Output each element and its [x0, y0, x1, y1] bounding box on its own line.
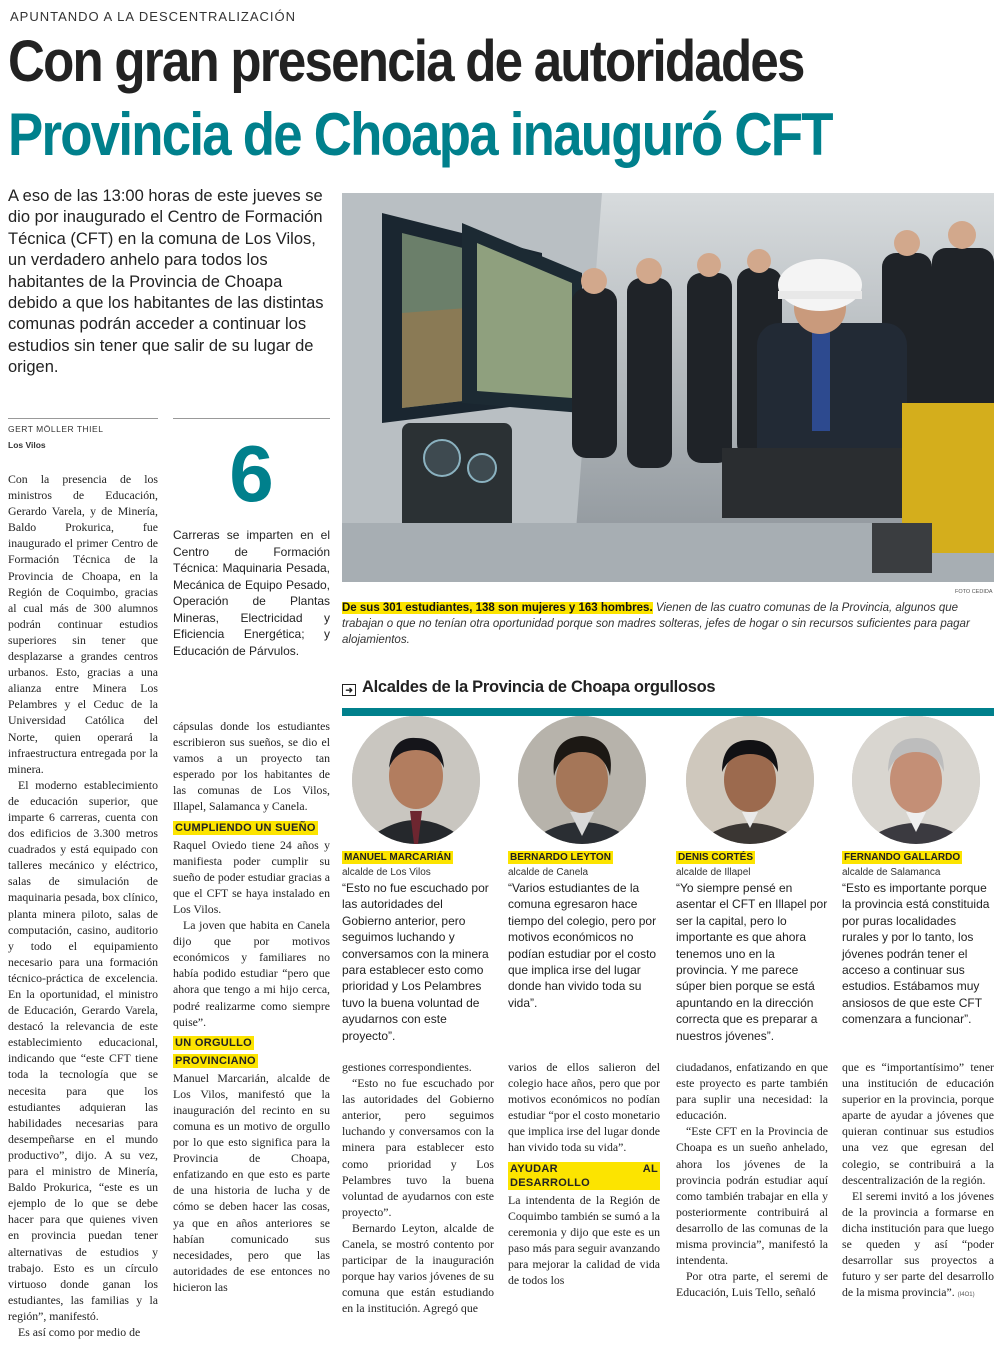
article-paragraph: Por otra parte, el seremi de Educación, Luis Tello, señaló — [676, 1269, 828, 1300]
article-column-3 — [342, 1059, 494, 1317]
photo-caption — [342, 600, 994, 648]
mayor-quote: “Varios estudiantes de la comuna egresaron hace tiempo del colegio, pero por motivos económicos no podían estudiar por el costo que implica irse del lugar donde han vivido toda su vida”. — [508, 881, 657, 1010]
arrow-right-icon: ➜ — [342, 684, 356, 696]
article-paragraph: cápsulas donde los estudiantes escribieron sus sueños, se dio el vamos a un proyecto tan esperado por los habitantes de las comunas de Los Vilos, Illapel, Salamanca y Canela. — [173, 719, 330, 814]
subhead-orgullo-line-1: UN ORGULLO — [175, 1036, 252, 1049]
mayor-portrait-image — [686, 716, 814, 844]
main-photo — [342, 193, 994, 582]
stat-box — [173, 418, 330, 659]
mayor-name: FERNANDO GALLARDO — [844, 852, 961, 863]
portrait-marcarian — [352, 716, 480, 844]
mayor-name: BERNARDO LEYTON — [510, 852, 611, 863]
lead-paragraph: A eso de las 13:00 horas de este jueves se dio por inaugurado el Centro de Formación Técnica (CFT) en la comuna de Los Vilos, un verdadero anhelo para todos los habitantes de la Provincia de Choapa debido a que los habitantes de las distintas comunas podrán acceder a continuar los estudios sin tener que salir de su lugar de origen. — [8, 187, 324, 377]
article-column-4 — [508, 1059, 660, 1288]
photo-illustration — [342, 193, 994, 582]
subhead-orgullo-line-2: PROVINCIANO — [175, 1054, 256, 1067]
article-column-6 — [842, 1059, 994, 1303]
article-paragraph: Con la presencia de los ministros de Educación, Gerardo Varela, y de Minería, Baldo Prokurica, fue inaugurado el primer Centro de Formación Técnica de la Provincia de Choapa, en la Región de Coquimbo, gracias al cual más de 300 alumnos podrán continuar estudios superiores sin tener que desplazarse a grandes centros urbanos. Esto, gracias a una alianza entre Minera Los Pelambres y el Ceduc de la Universidad Católica del Norte, quien operará la infraestructura entregada por la minera. — [8, 472, 158, 776]
mayor-quote: “Esto no fue escuchado por las autoridades del Gobierno anterior, pero seguimos luchando y conversamos con la minera para establecer esto como prioridad y Los Pelambres tuvo la buena voluntad de ayudarnos con este proyecto”. — [342, 881, 489, 1043]
subhead-desarrollo: AYUDAR AL DESARROLLO — [510, 1162, 658, 1189]
article-paragraph: que es “importantísimo” tener una institución de educación superior en la provincia, porque aparte de ayudar a jóvenes que quieran continuar sus estudios una vez que egresan del colegio, se contribuirá a la descentralización de la región. — [842, 1060, 994, 1187]
mayor-role: alcalde de Los Vilos — [342, 867, 431, 878]
mayor-profile-leyton — [508, 716, 660, 1011]
byline — [8, 418, 158, 450]
mayor-profile-gallardo — [842, 716, 994, 1028]
mayor-portrait-image — [852, 716, 980, 844]
article-paragraph: Es así como por medio de — [18, 1324, 141, 1339]
article-paragraph: El moderno establecimiento de educación superior, que imparte 6 carreras, cuenta con dos edificios de 3.300 metros cuadrados y está equipado con talleres mecánico y eléctrico, salas de simulación de maquinaria pesada, box clínico, planta minera piloto, salas de computación, casino, auditorio y todo el equipamiento necesario para una formación técnico-práctica de excelencia. En la oportunidad, el ministro de Educación, Gerardo Varela, destacó la relevancia de este establecimiento educacional, indicando que “este CFT tiene toda la tecnología que se necesita para que los estudiantes adquieran las habilidades necesarias para desempeñarse en el mundo productivo”, dijo. A su vez, para el ministro de Minería, Baldo Prokurica, “este es un ejemplo de lo que se debe hacer para que quienes viven en provincia puedan tener alternativas de estudios y trabajo. Esto es un círculo virtuoso donde ganan los estudiantes, las familias y la región”, manifestó. — [8, 777, 158, 1323]
section-title — [342, 678, 715, 697]
portrait-cortes — [686, 716, 814, 844]
article-paragraph: ciudadanos, enfatizando en que este proyecto es parte también para suplir una necesidad: la educación. — [676, 1060, 828, 1123]
article-paragraph — [842, 1188, 994, 1304]
article-paragraph: La intendenta de la Región de Coquimbo también se sumó a la ceremonia y dijo que este es un paso más para seguir avanzando para mejorar la calidad de vida de todos los — [508, 1192, 660, 1288]
article-paragraph: Manuel Marcarián, alcalde de Los Vilos, manifestó que la inauguración del recinto en su comuna es un motivo de orgullo por lo que esto significa para la Provincia de Choapa, enfatizando en que esto es parte de una historia de lucha y de cómo se deben hacer las cosas, ya que en años anteriores se habían comunicado sus necesidades, pero que las autoridades de ese entonces no hicieron las — [173, 1070, 330, 1294]
caption-text: Vienen de las cuatro comunas de la Provincia, algunos que trabajan o que no tenían otra oportunidad porque son madres solteras, jefes de hogar o sin recursos suficientes para pagar alojamientos. — [342, 602, 970, 646]
mayor-name: DENIS CORTÉS — [678, 852, 754, 863]
photo-credit: FOTO CEDIDA — [955, 589, 993, 595]
mayor-quote: “Esto es importante porque la provincia está constituida por puras localidades rurales y por lo tanto, los jóvenes podrán tener el acceso a continuar sus estudios. Estábamos muy ansiosos de que este CFT comenzara a funcionar”. — [842, 881, 990, 1027]
article-paragraph: La joven que habita en Canela dijo que por motivos económicos y familiares no había podido estudiar “pero que ahora que tengo a mi hijo cerca, podré realizarme como siempre quise”. — [173, 918, 330, 1029]
article-column-1 — [8, 471, 158, 1340]
article-paragraph: “Este CFT en la Provincia de Choapa es un sueño anhelado, ahora los jóvenes de la provincia podrán estudiar aquí como también trabajar en ella y posteriormente contribuirá al desarrollo de las comunas de la misma provincia”, manifestó la intendenta. — [676, 1124, 828, 1268]
mayor-role: alcalde de Illapel — [676, 867, 751, 878]
mayor-portrait-image — [518, 716, 646, 844]
mayor-role: alcalde de Canela — [508, 867, 589, 878]
article-column-2 — [173, 718, 330, 1295]
mayor-role: alcalde de Salamanca — [842, 867, 941, 878]
portrait-gallardo — [852, 716, 980, 844]
article-paragraph: Bernardo Leyton, alcalde de Canela, se mostró contento por participar de la inauguración porque hay varios jóvenes de su comuna que están estudiando en la institución. Agregó que — [342, 1220, 494, 1316]
mayor-profile-marcarian — [342, 716, 494, 1044]
mayor-quote: “Yo siempre pensé en asentar el CFT en Illapel por ser la capital, pero lo importante es que ahora tenemos uno en la provincia. Y me parece súper bien porque se está apuntando en la dirección correcta que es preparar a nuestros jóvenes”. — [676, 881, 828, 1043]
headline-line-2: Provincia de Choapa inauguró CFT — [8, 101, 832, 168]
caption-highlight: De sus 301 estudiantes, 138 son mujeres y 163 hombres. — [342, 602, 653, 614]
closing-paragraph-text: El seremi invitó a los jóvenes de la provincia a formarse en dicha institución para que luego se queden y así “poder desarrollar sus proyectos a futuro y ser parte del desarrollo de la misma provincia”. — [842, 1188, 994, 1300]
article-paragraph: “Esto no fue escuchado por las autoridades del Gobierno anterior, pero seguimos luchando y conversamos con la minera para establecer esto como prioridad y Los Pelambres tuvo la buena voluntad de ayudarnos con este proyecto”. — [342, 1076, 494, 1219]
section-title-text: Alcaldes de la Provincia de Choapa orgullosos — [362, 678, 716, 696]
subhead-cumpliendo: CUMPLIENDO UN SUEÑO — [175, 821, 316, 834]
mayor-profile-cortes — [676, 716, 828, 1044]
article-paragraph: varios de ellos salieron del colegio hace años, pero que por motivos económicos no podían estudiar “por el costo monetario que implica irse del lugar donde han vivido toda su vida”. — [508, 1060, 660, 1155]
stat-text: Carreras se imparten en el Centro de Formación Técnica: Maquinaria Pesada, Mecánica de Equipo Pesado, Operación de Plantas Mineras, Electricidad y Eficiencia Energética; y Educación de Párvulos. — [173, 528, 330, 658]
byline-place: Los Vilos — [8, 440, 46, 450]
section-rule — [342, 708, 994, 716]
byline-author: GERT MÖLLER THIEL — [8, 424, 104, 434]
article-end-mark: (I4O1) — [957, 1292, 975, 1299]
article-paragraph: Raquel Oviedo tiene 24 años y manifiesta poder cumplir su sueño de poder estudiar gracias a que el CFT se haya instalado en Los Vilos. — [173, 837, 330, 916]
stat-number: 6 — [229, 429, 274, 518]
portrait-leyton — [518, 716, 646, 844]
article-paragraph: gestiones correspondientes. — [342, 1060, 472, 1074]
mayor-portrait-image — [352, 716, 480, 844]
kicker: APUNTANDO A LA DESCENTRALIZACIÓN — [10, 9, 297, 24]
mayor-name: MANUEL MARCARIÁN — [344, 852, 452, 863]
article-column-5 — [676, 1059, 828, 1300]
headline-line-1: Con gran presencia de autoridades — [8, 29, 804, 94]
